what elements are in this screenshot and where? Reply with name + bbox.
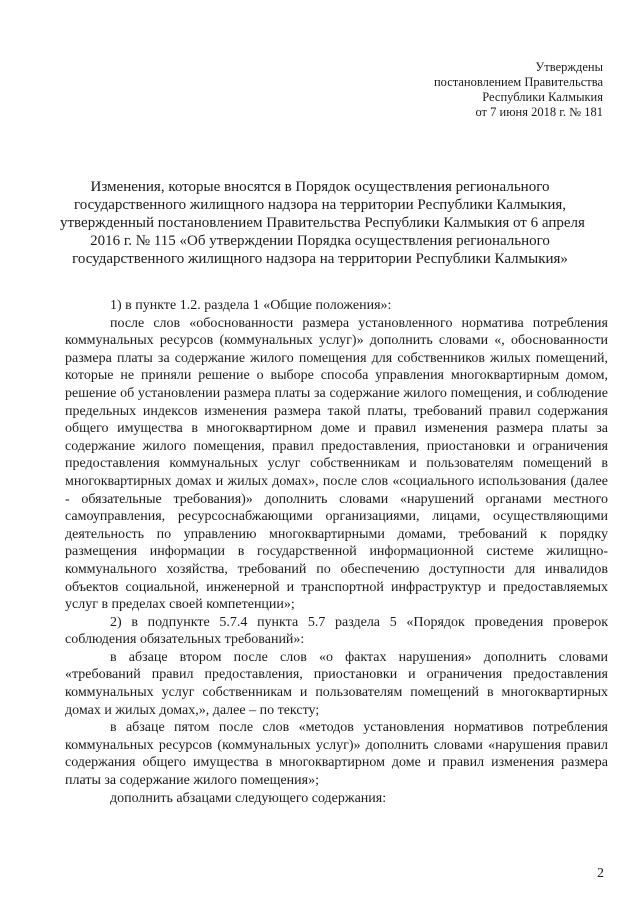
page-number: 2 — [597, 866, 604, 881]
paragraph-item-2: 2) в подпункте 5.7.4 пункта 5.7 раздела 5 «Порядок проведения проверок соблюдения обязательных требований»: — [65, 614, 608, 648]
approval-stamp — [434, 60, 603, 120]
title-line-1: Изменения, которые вносятся в Порядок осуществления регионального — [90, 179, 550, 195]
approval-line-2: постановлением Правительства — [433, 75, 603, 89]
title-line-3: утвержденный постановлением Правительства Республики Калмыкия от 6 апреля — [60, 215, 585, 231]
paragraph: дополнить абзацами следующего содержания: — [110, 790, 387, 806]
paragraph: после слов «обоснованности размера установленного норматива потребления коммунальных ресурсов (коммунальных услуг)» дополнить словами «, обоснованности размера платы за содержание жилого помещения для собственников жилых помещений, которые не приняли решение о выборе способа управления многоквартирным домом, решение об установлении размера платы за содержание жилого помещения, и соблюдение предельных индексов изменения размера такой платы, требований правил содержания общего имущества в многоквартирном доме и правил изменения размера платы за содержание жилого помещения, правил предоставления, приостановки и ограничения предоставления коммунальных услуг собственникам и пользователям помещений в многоквартирных домах и жилых домах», после слов «социального использования (далее - обязательные требования)» дополнить словами «нарушений органами местного самоуправления, ресурсоснабжающими организациями, лицами, осуществляющими деятельность по управлению многоквартирными домами, требований к порядку размещения информации в государственной информационной системе жилищно-коммунального хозяйства, требований по обеспечению доступности для инвалидов объектов социальной, инженерной и транспортной инфраструктур и предоставляемых услуг в пределах своей компетенции»; — [65, 315, 608, 613]
paragraph: в абзаце втором после слов «о фактах нарушения» дополнить словами «требований правил предоставления, приостановки и ограничения предоставления коммунальных услуг собственникам и пользователям помещений в многоквартирных домах и жилых домах,», далее – по тексту; — [65, 649, 608, 718]
title-line-2: государственного жилищного надзора на территории Республики Калмыкия, — [73, 197, 567, 213]
document-title — [60, 178, 585, 268]
paragraph-item-1: 1) в пункте 1.2. раздела 1 «Общие положения»: — [110, 298, 392, 313]
title-line-4: 2016 г. № 115 «Об утверждении Порядка осуществления регионального — [90, 233, 550, 249]
document-body — [65, 297, 608, 807]
title-line-5: государственного жилищного надзора на территории Республики Калмыкия» — [72, 251, 568, 267]
approval-line-4: от 7 июня 2018 г. № 181 — [475, 105, 603, 119]
approval-line-1: Утверждены — [535, 60, 603, 74]
paragraph: в абзаце пятом после слов «методов установления нормативов потребления коммунальных ресурсов (коммунальных услуг)» дополнить словами «нарушения правил содержания общего имущества в многоквартирном доме и правил изменения размера платы за содержание жилого помещения»; — [65, 720, 608, 789]
approval-line-3: Республики Калмыкия — [482, 90, 603, 104]
